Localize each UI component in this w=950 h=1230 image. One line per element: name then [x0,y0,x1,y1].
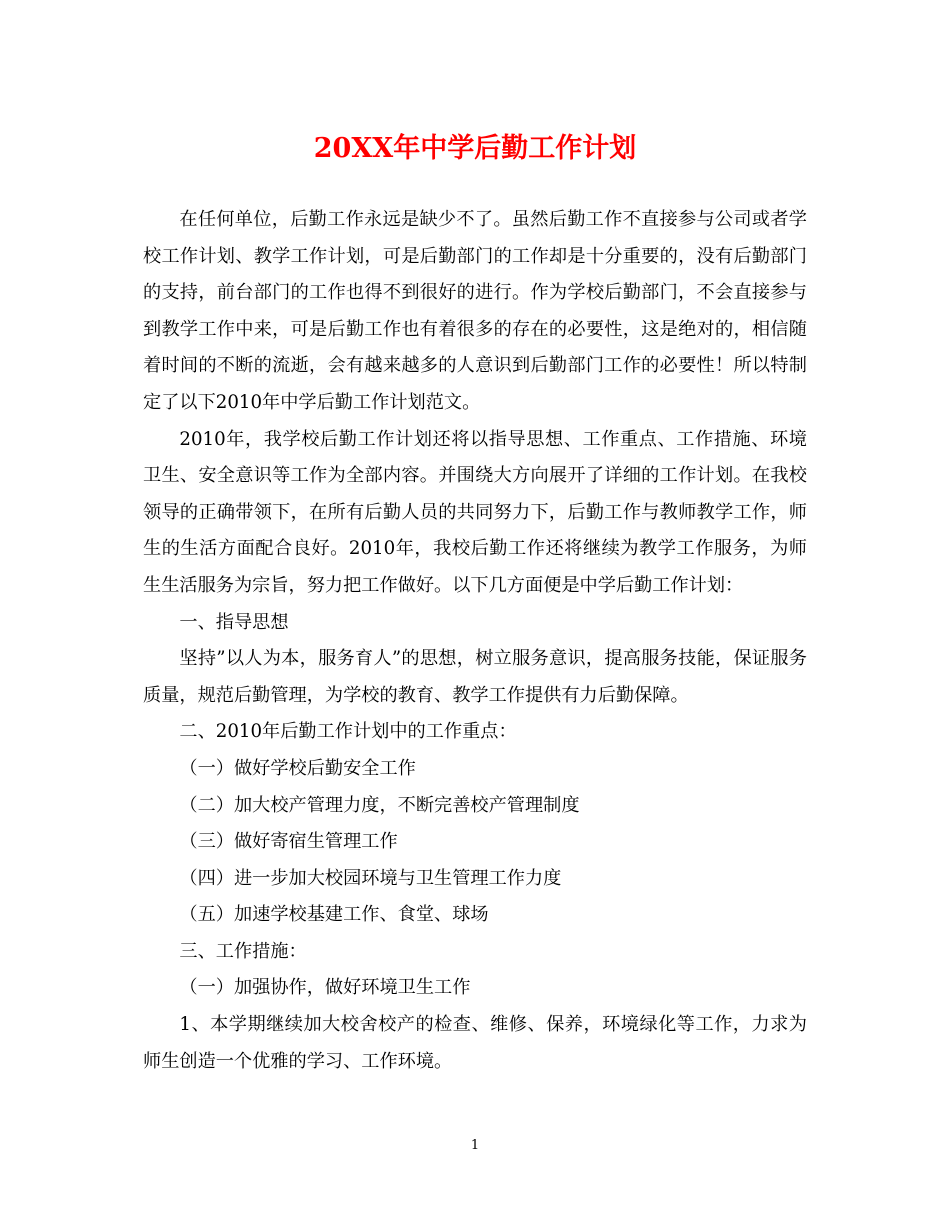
list-item-priority-3: （三）做好寄宿生管理工作 [179,831,398,853]
list-item-priority-5: （五）加速学校基建工作、食堂、球场 [179,904,489,926]
paragraph-guiding-ideology: 坚持”以人为本，服务育人”的思想，树立服务意识，提高服务技能，保证服务质量，规范后勤管理，为学校的教育、教学工作提供有力后勤保障。 [143,648,807,706]
document-body [143,202,807,1080]
section-heading-guiding-ideology: 一、指导思想 [179,611,289,633]
list-item-priority-4: （四）进一步加大校园环境与卫生管理工作力度 [179,867,562,889]
paragraph-overview: 2010年，我学校后勤工作计划还将以指导思想、工作重点、工作措施、环境卫生、安全意识等工作为全部内容。并围绕大方向展开了详细的工作计划。在我校领导的正确带领下，在所有后勤人员的共同努力下，后勤工作与教师教学工作，师生的生活方面配合良好。2010年，我校后勤工作还将继续为教学工作服务，为师生生活服务为宗旨，努力把工作做好。以下几方面便是中学后勤工作计划： [143,428,807,596]
list-item-measure-1: （一）加强协作，做好环境卫生工作 [179,977,471,999]
list-item-priority-1: （一）做好学校后勤安全工作 [179,757,416,779]
page-number: 1 [470,1138,480,1153]
document-title: 20XX年中学后勤工作计划 [313,133,637,164]
paragraph-intro: 在任何单位，后勤工作永远是缺少不了。虽然后勤工作不直接参与公司或者学校工作计划、教学工作计划，可是后勤部门的工作却是十分重要的，没有后勤部门的支持，前台部门的工作也得不到很好的进行。作为学校后勤部门，不会直接参与到教学工作中来，可是后勤工作也有着很多的存在的必要性，这是绝对的，相信随着时间的不断的流逝，会有越来越多的人意识到后勤部门工作的必要性！所以特制定了以下2010年中学后勤工作计划范文。 [143,209,807,413]
paragraph-measure-detail-1: 1、本学期继续加大校舍校产的检查、维修、保养，环境绿化等工作，力求为师生创造一个优雅的学习、工作环境。 [143,1014,807,1072]
section-heading-work-priorities: 二、2010年后勤工作计划中的工作重点： [179,721,517,743]
list-item-priority-2: （二）加大校产管理力度，不断完善校产管理制度 [179,794,580,816]
section-heading-work-measures: 三、工作措施： [179,940,307,962]
